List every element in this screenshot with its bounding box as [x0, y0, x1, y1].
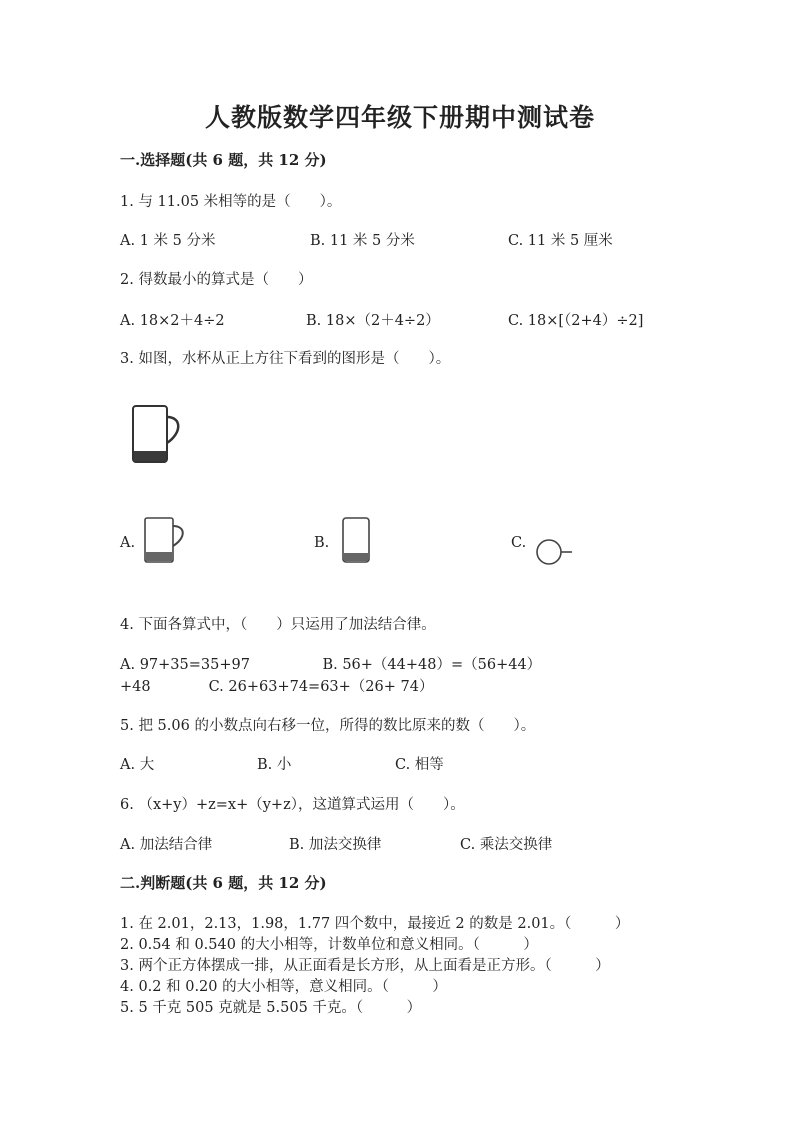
question-3-option-a[interactable]: A.: [120, 535, 136, 551]
judgement-item: 2. 0.54 和 0.540 的大小相等，计数单位和意义相同。（ ）: [120, 937, 538, 953]
option-b-picture[interactable]: [339, 514, 373, 566]
question-5-option-c[interactable]: C. 相等: [395, 757, 444, 773]
question-4-options-line-1[interactable]: A. 97+35=35+97 B. 56+（44+48）=（56+44）: [120, 657, 542, 673]
question-3-stem: 3. 如图，水杯从正上方往下看到的图形是（ ）。: [120, 351, 451, 367]
question-5-stem: 5. 把 5.06 的小数点向右移一位，所得的数比原来的数（ ）。: [120, 718, 536, 734]
judgement-item: 1. 在 2.01，2.13，1.98，1.77 四个数中，最接近 2 的数是 2.01。（ ）: [120, 916, 630, 932]
question-4-stem: 4. 下面各算式中，（ ）只运用了加法结合律。: [120, 617, 436, 633]
judgement-item: 4. 0.2 和 0.20 的大小相等，意义相同。（ ）: [120, 979, 447, 995]
question-1-option-a[interactable]: A. 1 米 5 分米: [120, 233, 216, 249]
question-3-option-b[interactable]: B.: [314, 535, 330, 551]
question-6-option-a[interactable]: A. 加法结合律: [120, 837, 213, 853]
question-1-stem: 1. 与 11.05 米相等的是（ ）。: [120, 194, 342, 210]
question-4-options-line-2[interactable]: +48 C. 26+63+74=63+（26+ 74）: [120, 679, 434, 695]
question-3-option-c[interactable]: C.: [511, 535, 527, 551]
judgement-item: 5. 5 千克 505 克就是 5.505 千克。（ ）: [120, 1000, 422, 1016]
question-5-option-b[interactable]: B. 小: [257, 757, 292, 773]
mug-picture: [128, 403, 184, 467]
page-title: 人教版数学四年级下册期中测试卷: [204, 103, 595, 132]
option-a-picture[interactable]: [142, 514, 188, 566]
mug-icon: [142, 514, 188, 566]
option-c-picture[interactable]: [534, 537, 576, 567]
section-heading-choice: 一.选择题(共 6 题，共 12 分): [120, 151, 327, 169]
cup-icon: [339, 514, 373, 566]
question-1-option-c[interactable]: C. 11 米 5 厘米: [508, 233, 613, 249]
question-1-option-b[interactable]: B. 11 米 5 分米: [310, 233, 415, 249]
question-5-option-a[interactable]: A. 大: [120, 757, 155, 773]
question-6-option-c[interactable]: C. 乘法交换律: [460, 837, 553, 853]
question-2-option-b[interactable]: B. 18×（2＋4÷2）: [306, 313, 440, 329]
question-2-option-a[interactable]: A. 18×2＋4÷2: [120, 313, 225, 329]
section-heading-judgement: 二.判断题(共 6 题，共 12 分): [120, 874, 327, 892]
question-6-stem: 6. （x+y）+z=x+（y+z），这道算式运用（ ）。: [120, 797, 465, 813]
question-2-option-c[interactable]: C. 18×[（2+4）÷2]: [508, 313, 644, 329]
question-2-stem: 2. 得数最小的算式是（ ）: [120, 272, 313, 288]
judgement-item: 3. 两个正方体摆成一排，从正面看是长方形，从上面看是正方形。（ ）: [120, 958, 610, 974]
question-6-option-b[interactable]: B. 加法交换律: [289, 837, 382, 853]
circle-with-handle-icon: [534, 537, 576, 567]
mug-icon: [128, 403, 184, 467]
